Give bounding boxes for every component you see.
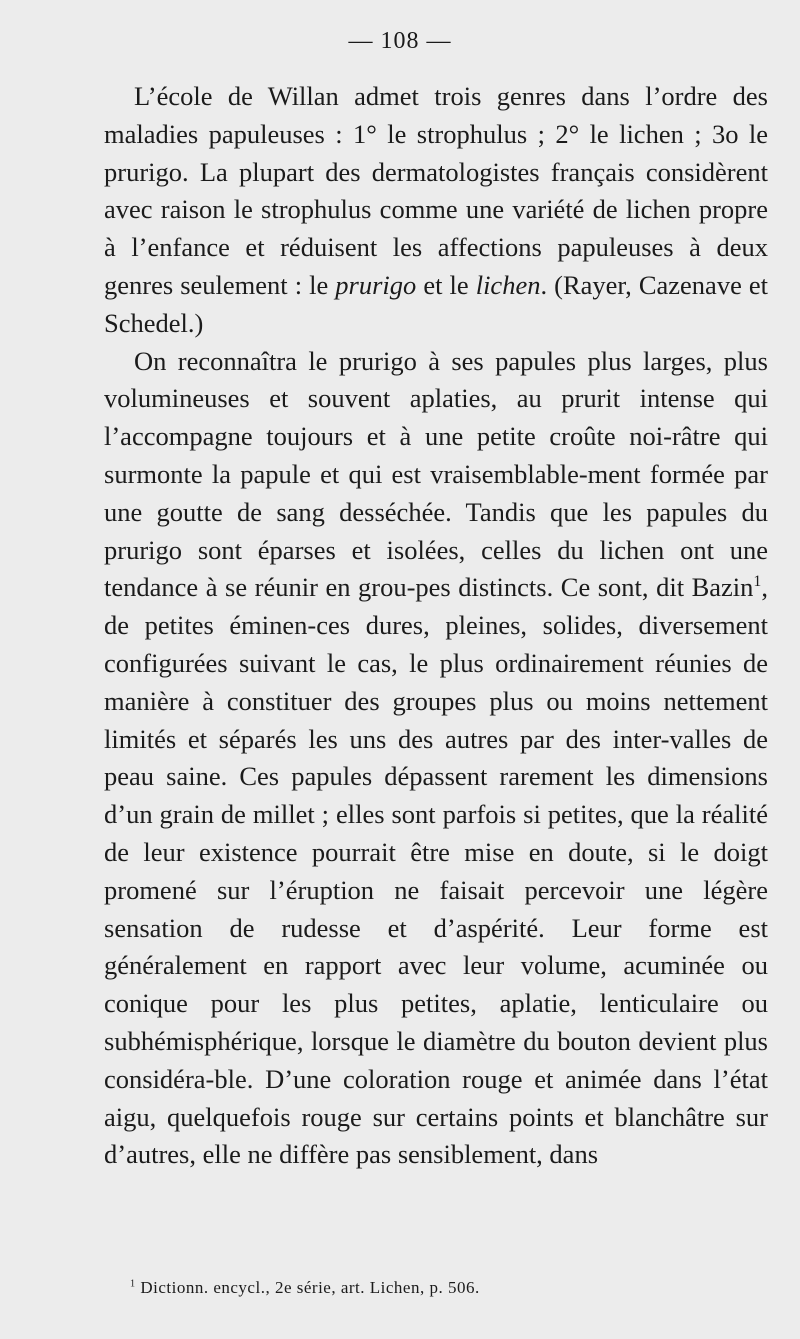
paragraph	[104, 343, 768, 1175]
footnote-reference: 1	[753, 573, 762, 591]
footnote	[130, 1278, 770, 1298]
italic-term: prurigo	[335, 269, 417, 300]
text-run: et le	[416, 269, 476, 300]
italic-term: lichen	[475, 269, 541, 300]
footnote-text: Dictionn. encycl., 2e série, art. Lichen, p. 506.	[135, 1278, 480, 1297]
paragraph	[104, 78, 768, 343]
footnote-marker: 1	[130, 1278, 136, 1290]
text-run: , de petites éminen-ces dures, pleines, solides, diversement configurées suivant le cas, le plus ordinairement réunies de manière à constituer des groupes plus ou moins nettement limités et séparés les uns des autres par des inter-valles de peau saine. Ces papules dépassent rarement les dimensions d’un grain de millet ; elles sont parfois si petites, que la réalité de leur existence pourrait être mise en doute, si le doigt promené sur l’éruption ne faisait percevoir une légère sensation de rudesse et d’aspérité. Leur forme est généralement en rapport avec leur volume, acuminée ou conique pour les plus petites, aplatie, lenticulaire ou subhémisphérique, lorsque le diamètre du bouton devient plus considéra-ble. D’une coloration rouge et animée dans l’état aigu, quelquefois rouge sur certains points et blanchâtre sur d’autres, elle ne diffère pas sensiblement, dans	[104, 572, 768, 1170]
text-run: On reconnaîtra le prurigo à ses papules plus larges, plus volumineuses et souvent aplaties, au prurit intense qui l’accompagne toujours et à une petite croûte noi-râtre qui surmonte la papule et qui est vraisemblable-ment formée par une goutte de sang desséchée. Tandis que les papules du prurigo sont éparses et isolées, celles du lichen ont une tendance à se réunir en grou-pes distincts. Ce sont, dit Bazin	[104, 345, 768, 603]
text-run: L’école de Willan admet trois genres dans l’ordre des maladies papuleuses : 1° le strophulus ; 2° le lichen ; 3o le prurigo. La plupart des dermatologistes français considèrent avec raison le strophulus comme une variété de lichen propre à l’enfance et réduisent les affections papuleuses à deux genres seulement : le	[104, 81, 768, 300]
page-number: — 108 —	[348, 28, 452, 54]
text-run: . (Rayer, Cazenave et Schedel.)	[104, 269, 769, 338]
body-text	[104, 78, 768, 1174]
